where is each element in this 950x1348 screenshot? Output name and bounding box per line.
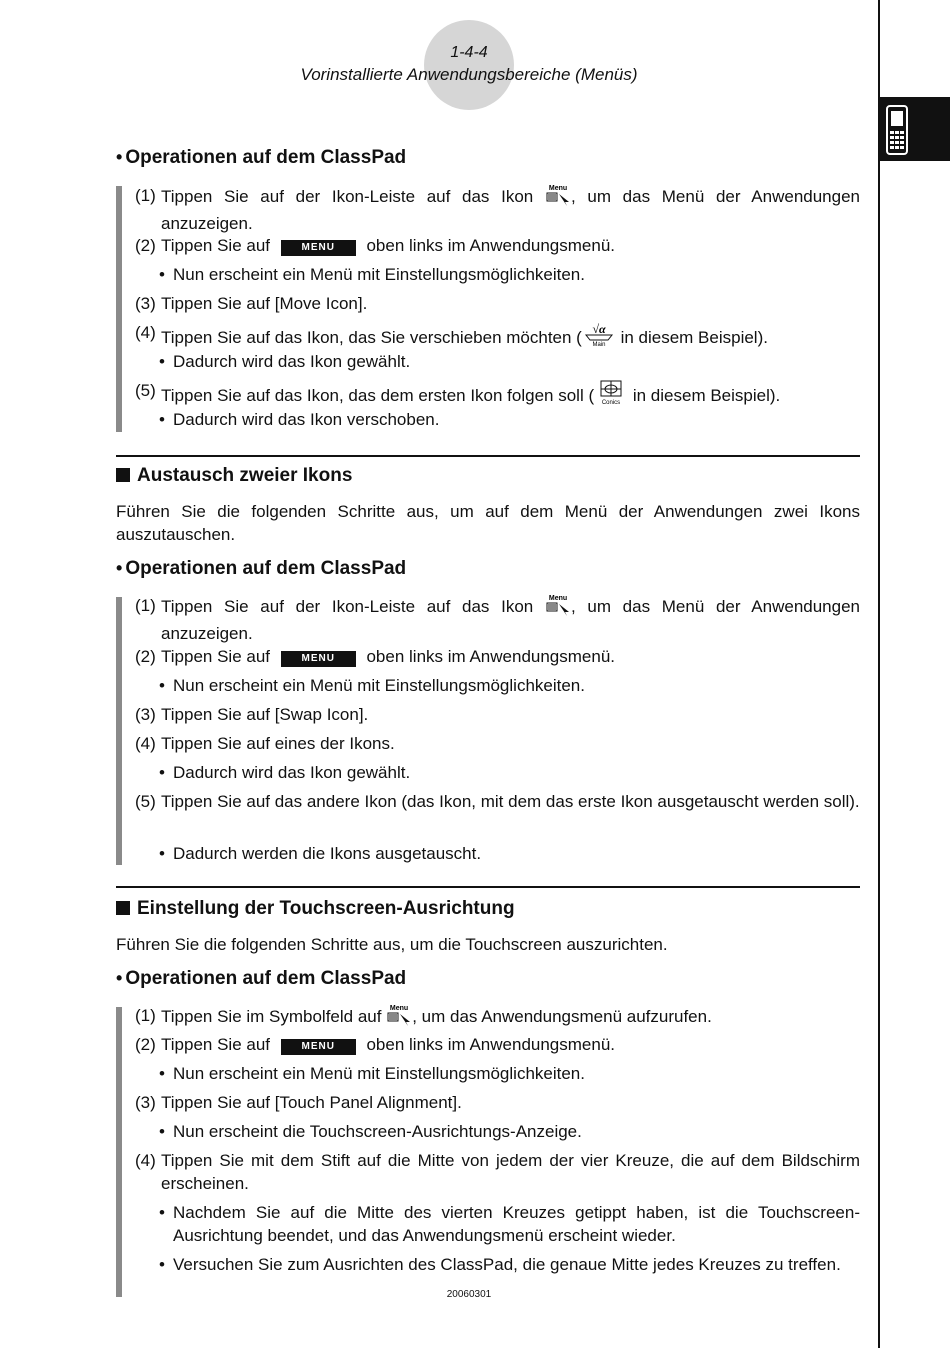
steps-block-2 [116,597,860,865]
step-bar [116,186,122,432]
section-heading-3: Einstellung der Touchscreen-Ausrichtung [116,898,515,920]
bullet-1: • Nun erscheint ein Menü mit Einstellungsmöglichkeiten. [159,676,585,695]
bullet-2: • Nun erscheint die Touchscreen-Ausrichtungs-Anzeige. [159,1122,582,1141]
conics-app-icon [594,379,628,411]
step-4: (4) Tippen Sie auf das Ikon, das Sie verschieben möchten ( √α Main in diesem Beispiel). [135,321,860,353]
section-divider-3 [116,886,860,888]
bullet-2: • Dadurch wird das Ikon gewählt. [159,763,411,782]
page-subtitle: Vorinstallierte Anwendungsbereiche (Menüs) [300,65,638,84]
menu-icon [545,594,571,622]
menu-icon [545,184,571,212]
svg-text:√α: √α [592,322,606,336]
section-heading-2: Austausch zweier Ikons [116,465,352,487]
bullet-1: • Nun erscheint ein Menü mit Einstellungsmöglichkeiten. [159,265,585,284]
svg-text:Menu: Menu [548,185,568,192]
step-3: (3) Tippen Sie auf [Move Icon]. [135,294,368,313]
chapter-tab [880,97,950,161]
footer-code: 20060301 [446,1289,492,1300]
step-bar [116,1007,122,1297]
svg-text:Main: Main [592,342,606,347]
op-heading-3: • Operationen auf dem ClassPad [116,968,407,989]
step-3: (3) Tippen Sie auf [Touch Panel Alignment]. [135,1093,462,1112]
bullet-3: • Nachdem Sie auf die Mitte des vierten Kreuzes getippt haben, ist die Touchscreen-Ausrichtung beendet, und das Anwendungsmenü erscheint wieder. [159,1203,860,1245]
step-1: (1) Tippen Sie im Symbolfeld auf Menu , um das Anwendungsmenü aufzurufen. [135,1004,860,1032]
step-1: (1) Tippen Sie auf der Ikon-Leiste auf das Ikon Menu , um das Menü der Anwendungen anzuzeigen. [135,185,860,233]
svg-text:Conics: Conics [601,400,621,405]
step-4: (4) Tippen Sie auf eines der Ikons. [135,734,395,753]
bullet-1: • Nun erscheint ein Menü mit Einstellungsmöglichkeiten. [159,1064,585,1083]
square-bullet-icon [116,468,130,482]
margin-rule [878,0,880,1348]
section-divider-2 [116,455,860,457]
svg-text:Menu: Menu [548,595,568,602]
svg-text:Menu: Menu [390,1005,409,1012]
bullet-3: • Dadurch wird das Ikon verschoben. [159,410,440,429]
menu-button[interactable]: MENU [281,240,356,256]
page-number: 1-4-4 [450,44,488,61]
step-2: (2) Tippen Sie auf MENU oben links im Anwendungsmenü. [135,647,616,666]
bullet-2: • Dadurch wird das Ikon gewählt. [159,352,411,371]
steps-block-3 [116,1007,860,1297]
op-heading-1: • Operationen auf dem ClassPad [116,147,407,168]
step-3: (3) Tippen Sie auf [Swap Icon]. [135,705,369,724]
classpad-device-icon [886,105,908,155]
section-intro-3: Führen Sie die folgenden Schritte aus, um die Touchscreen auszurichten. [116,935,668,954]
square-bullet-icon [116,901,130,915]
menu-button[interactable]: MENU [281,1039,356,1055]
op-heading-2: • Operationen auf dem ClassPad [116,558,407,579]
main-app-icon [582,321,616,353]
menu-button[interactable]: MENU [281,651,356,667]
section-intro-2: Führen Sie die folgenden Schritte aus, um auf dem Menü der Anwendungen zwei Ikons auszutauschen. [116,502,860,544]
steps-block-1 [116,186,860,432]
step-2: (2) Tippen Sie auf MENU oben links im Anwendungsmenü. [135,236,616,255]
step-1: (1) Tippen Sie auf der Ikon-Leiste auf das Ikon Menu , um das Menü der Anwendungen anzuzeigen. [135,595,860,643]
step-bar [116,597,122,865]
step-5: (5) Tippen Sie auf das Ikon, das dem ersten Ikon folgen soll ( Conics in diesem Beispiel). [135,379,860,411]
step-4: (4) Tippen Sie mit dem Stift auf die Mitte von jedem der vier Kreuze, die auf dem Bildschirm erscheinen. [135,1151,860,1193]
step-2: (2) Tippen Sie auf MENU oben links im Anwendungsmenü. [135,1035,616,1054]
menu-icon [386,1004,412,1032]
bullet-3: • Dadurch werden die Ikons ausgetauscht. [159,844,482,863]
step-5: (5) Tippen Sie auf das andere Ikon (das Ikon, mit dem das erste Ikon ausgetauscht werden soll). [135,792,860,811]
bullet-4: • Versuchen Sie zum Ausrichten des ClassPad, die genaue Mitte jedes Kreuzes zu treffen. [159,1255,841,1274]
